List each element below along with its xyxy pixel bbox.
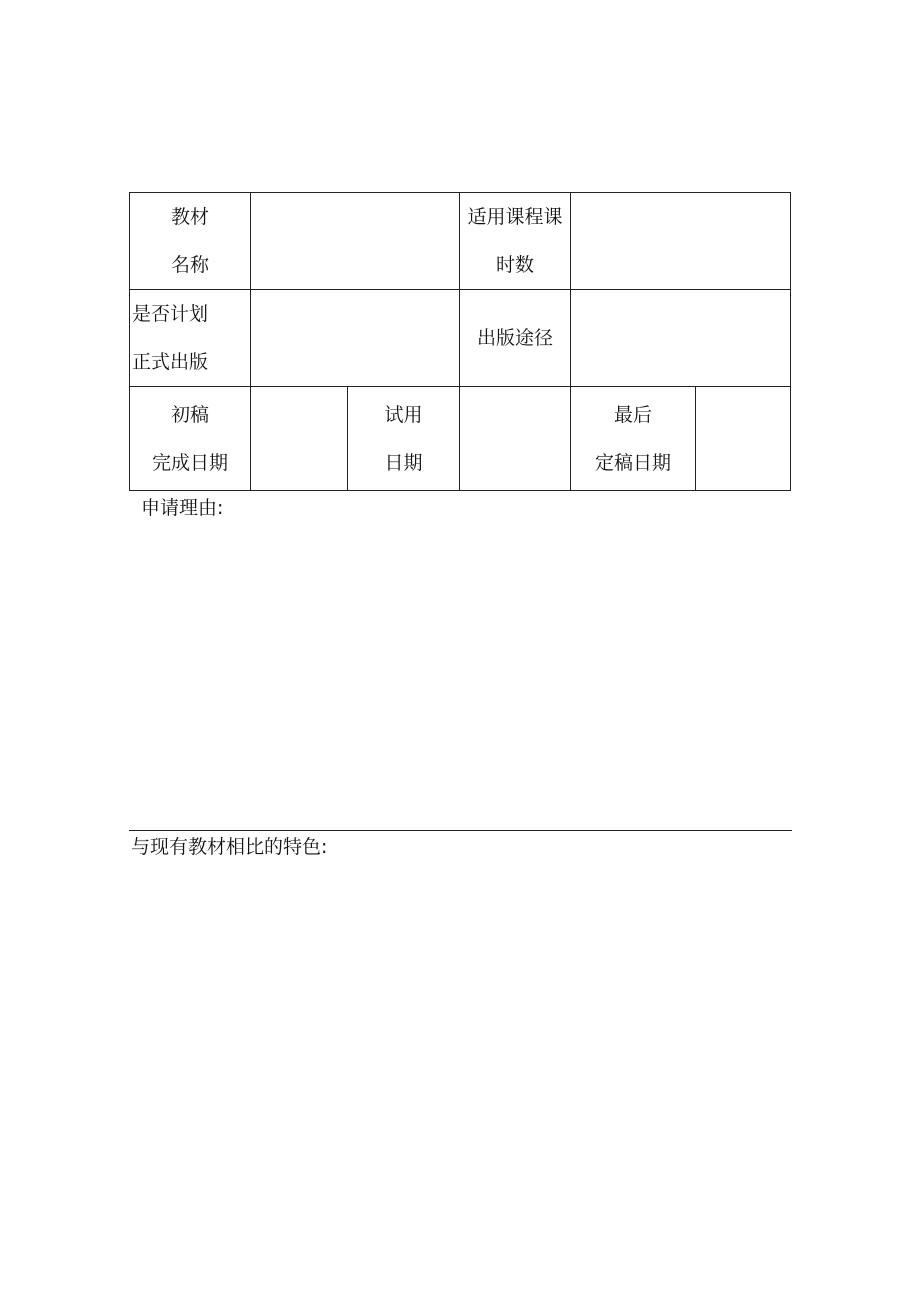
course-hours-label-line2: 时数 (495, 254, 534, 276)
publish-plan-label (130, 290, 251, 387)
draft-date-field[interactable] (251, 387, 348, 491)
course-hours-field[interactable] (571, 193, 791, 290)
publish-channel-label: 出版途径 (460, 290, 571, 387)
feature-section-label: 与现有教材相比的特色: (131, 836, 328, 858)
textbook-name-label-line1: 教材 (170, 206, 209, 228)
trial-date-field[interactable] (460, 387, 571, 491)
final-date-label-line1: 最后 (613, 403, 652, 426)
application-form-table (129, 192, 791, 491)
textbook-name-label-line2: 名称 (170, 254, 209, 276)
publish-plan-label-line2: 正式出版 (132, 351, 209, 373)
form-row-dates (130, 387, 791, 491)
draft-date-label-line2: 完成日期 (151, 451, 228, 474)
final-date-field[interactable] (696, 387, 791, 491)
reason-section-label: 申请理由: (141, 497, 224, 519)
final-date-label (571, 387, 696, 491)
course-hours-label-line1: 适用课程课 (467, 206, 563, 228)
publish-channel-field[interactable] (571, 290, 791, 387)
trial-date-label-line2: 日期 (384, 451, 423, 474)
final-date-label-line2: 定稿日期 (594, 451, 671, 474)
trial-date-label (348, 387, 460, 491)
draft-date-label (130, 387, 251, 491)
publish-plan-label-line1: 是否计划 (132, 303, 209, 325)
section-divider (129, 830, 792, 831)
form-row-textbook (130, 193, 791, 290)
draft-date-label-line1: 初稿 (170, 403, 209, 426)
trial-date-label-line1: 试用 (384, 403, 423, 426)
course-hours-label (460, 193, 571, 290)
publish-plan-field[interactable] (251, 290, 460, 387)
form-row-publishing (130, 290, 791, 387)
textbook-name-label (130, 193, 251, 290)
textbook-name-field[interactable] (251, 193, 460, 290)
